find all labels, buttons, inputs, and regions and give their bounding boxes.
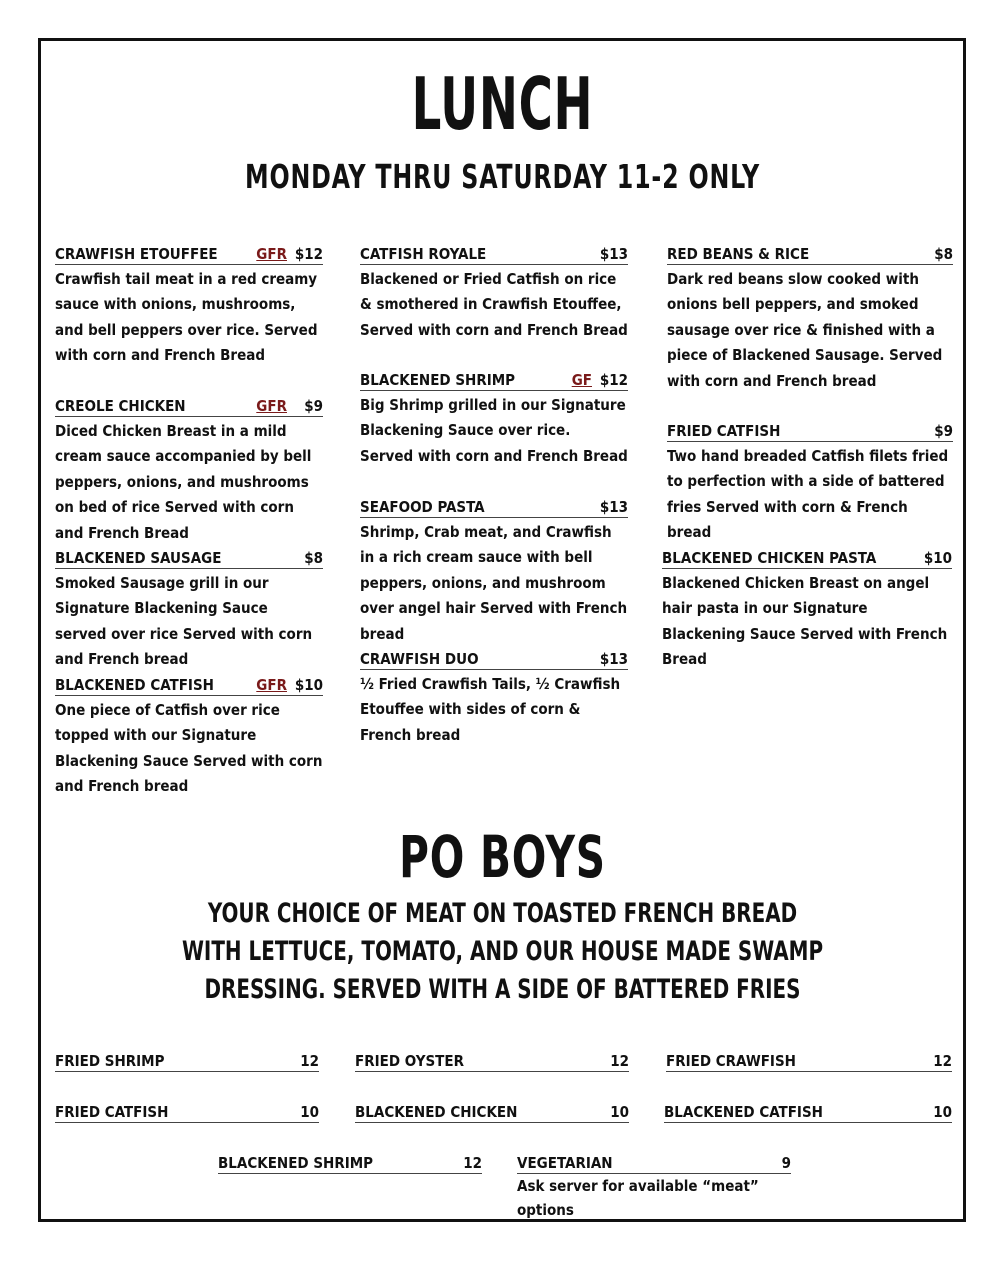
item-name: VEGETARIAN	[517, 1154, 613, 1172]
item-price: $9	[304, 397, 323, 415]
menu-item-seafood-pasta	[360, 497, 628, 647]
po-boy-vegetarian	[517, 1153, 791, 1222]
menu-item-crawfish-duo	[360, 649, 628, 748]
gluten-free-tag: GFR	[256, 676, 287, 694]
item-description: Smoked Sausage grill in our Signature Blackening Sauce served over rice Served with corn and French bread	[55, 574, 313, 669]
item-price: $12	[599, 371, 628, 389]
item-price: 10	[300, 1103, 319, 1121]
item-name: BLACKENED CATFISH	[664, 1103, 823, 1121]
item-description: Shrimp, Crab meat, and Crawfish in a rich cream sauce with bell peppers, onions, and mushroom over angel hair Served with French bread	[360, 523, 628, 643]
item-price: 12	[610, 1052, 629, 1070]
po-boy-fried-catfish	[55, 1102, 319, 1123]
item-price: 9	[781, 1154, 791, 1172]
po-boy-fried-shrimp	[55, 1051, 319, 1072]
item-description: Diced Chicken Breast in a mild cream sauce accompanied by bell peppers, onions, and mushrooms on bed of rice Served with corn and French Bread	[55, 422, 312, 542]
item-name: BLACKENED CATFISH	[55, 676, 214, 694]
menu-item-red-beans-rice	[667, 244, 953, 394]
item-description: One piece of Catfish over rice topped with our Signature Blackening Sauce Served with corn and French bread	[55, 701, 323, 796]
po-boys-description-line: WITH LETTUCE, TOMATO, AND OUR HOUSE MADE SWAMP	[181, 936, 824, 967]
item-price: $10	[923, 549, 952, 567]
menu-item-fried-catfish	[667, 421, 953, 546]
item-name: FRIED CRAWFISH	[666, 1052, 796, 1070]
item-price: 12	[463, 1154, 482, 1172]
item-price: 10	[933, 1103, 952, 1121]
item-price: $12	[294, 245, 323, 263]
po-boys-description-line: DRESSING. SERVED WITH A SIDE OF BATTERED FRIES	[204, 974, 801, 1005]
item-price: $13	[599, 650, 628, 668]
menu-item-blackened-shrimp	[360, 370, 628, 469]
menu-item-crawfish-etouffee	[55, 244, 323, 369]
gluten-free-tag: GFR	[256, 397, 287, 415]
item-description: Two hand breaded Catfish filets fried to perfection with a side of battered fries Served with corn & French bread	[667, 447, 949, 542]
po-boy-blackened-chicken	[355, 1102, 629, 1123]
item-description: Blackened Chicken Breast on angel hair pasta in our Signature Blackening Sauce Served with French Bread	[662, 574, 948, 669]
item-description: Crawfish tail meat in a red creamy sauce with onions, mushrooms, and bell peppers over rice. Served with corn and French Bread	[55, 270, 318, 365]
item-price: $9	[934, 422, 953, 440]
menu-item-blackened-sausage	[55, 548, 323, 673]
item-name: BLACKENED CHICKEN	[355, 1103, 518, 1121]
menu-item-catfish-royale	[360, 244, 628, 343]
item-price: $13	[599, 498, 628, 516]
item-name: BLACKENED SHRIMP	[360, 371, 516, 389]
item-description: Big Shrimp grilled in our Signature Blackening Sauce over rice. Served with corn and French Bread	[360, 396, 628, 465]
item-name: FRIED SHRIMP	[55, 1052, 165, 1070]
po-boy-blackened-catfish	[664, 1102, 952, 1123]
item-name: CATFISH ROYALE	[360, 245, 487, 263]
item-name: FRIED OYSTER	[355, 1052, 464, 1070]
item-name: CRAWFISH DUO	[360, 650, 479, 668]
item-price: $13	[599, 245, 628, 263]
item-name: BLACKENED SAUSAGE	[55, 549, 222, 567]
vegetarian-note: Ask server for available “meat” options	[517, 1177, 759, 1219]
menu-item-blackened-catfish	[55, 675, 323, 800]
item-name: RED BEANS & RICE	[667, 245, 810, 263]
gluten-free-tag: GF	[571, 371, 592, 389]
item-name: CREOLE CHICKEN	[55, 397, 186, 415]
item-price: $8	[934, 245, 953, 263]
po-boy-blackened-shrimp	[218, 1153, 482, 1174]
po-boy-fried-oyster	[355, 1051, 629, 1072]
item-price: $8	[304, 549, 323, 567]
item-name: BLACKENED CHICKEN PASTA	[662, 549, 877, 567]
item-name: BLACKENED SHRIMP	[218, 1154, 374, 1172]
po-boy-fried-crawfish	[666, 1051, 952, 1072]
gluten-free-tag: GFR	[256, 245, 287, 263]
po-boys-description-line: YOUR CHOICE OF MEAT ON TOASTED FRENCH BREAD	[207, 898, 798, 929]
menu-item-creole-chicken	[55, 396, 323, 546]
lunch-hours: MONDAY THRU SATURDAY 11-2 ONLY	[245, 157, 760, 196]
item-price: 10	[610, 1103, 629, 1121]
item-description: Dark red beans slow cooked with onions bell peppers, and smoked sausage over rice & finished with a piece of Blackened Sausage. Served with corn and French bread	[667, 270, 943, 390]
item-price: 12	[933, 1052, 952, 1070]
po-boys-title: PO BOYS	[399, 823, 606, 891]
item-price: $10	[294, 676, 323, 694]
lunch-title: LUNCH	[411, 62, 594, 146]
item-price: 12	[300, 1052, 319, 1070]
item-description: Blackened or Fried Catfish on rice & smothered in Crawfish Etouffee, Served with corn and French Bread	[360, 270, 628, 339]
item-name: SEAFOOD PASTA	[360, 498, 485, 516]
item-name: FRIED CATFISH	[55, 1103, 169, 1121]
item-description: ½ Fried Crawfish Tails, ½ Crawfish Etouffee with sides of corn & French bread	[360, 675, 621, 744]
item-name: CRAWFISH ETOUFFEE	[55, 245, 218, 263]
menu-item-blackened-chicken-pasta	[662, 548, 952, 673]
item-name: FRIED CATFISH	[667, 422, 781, 440]
